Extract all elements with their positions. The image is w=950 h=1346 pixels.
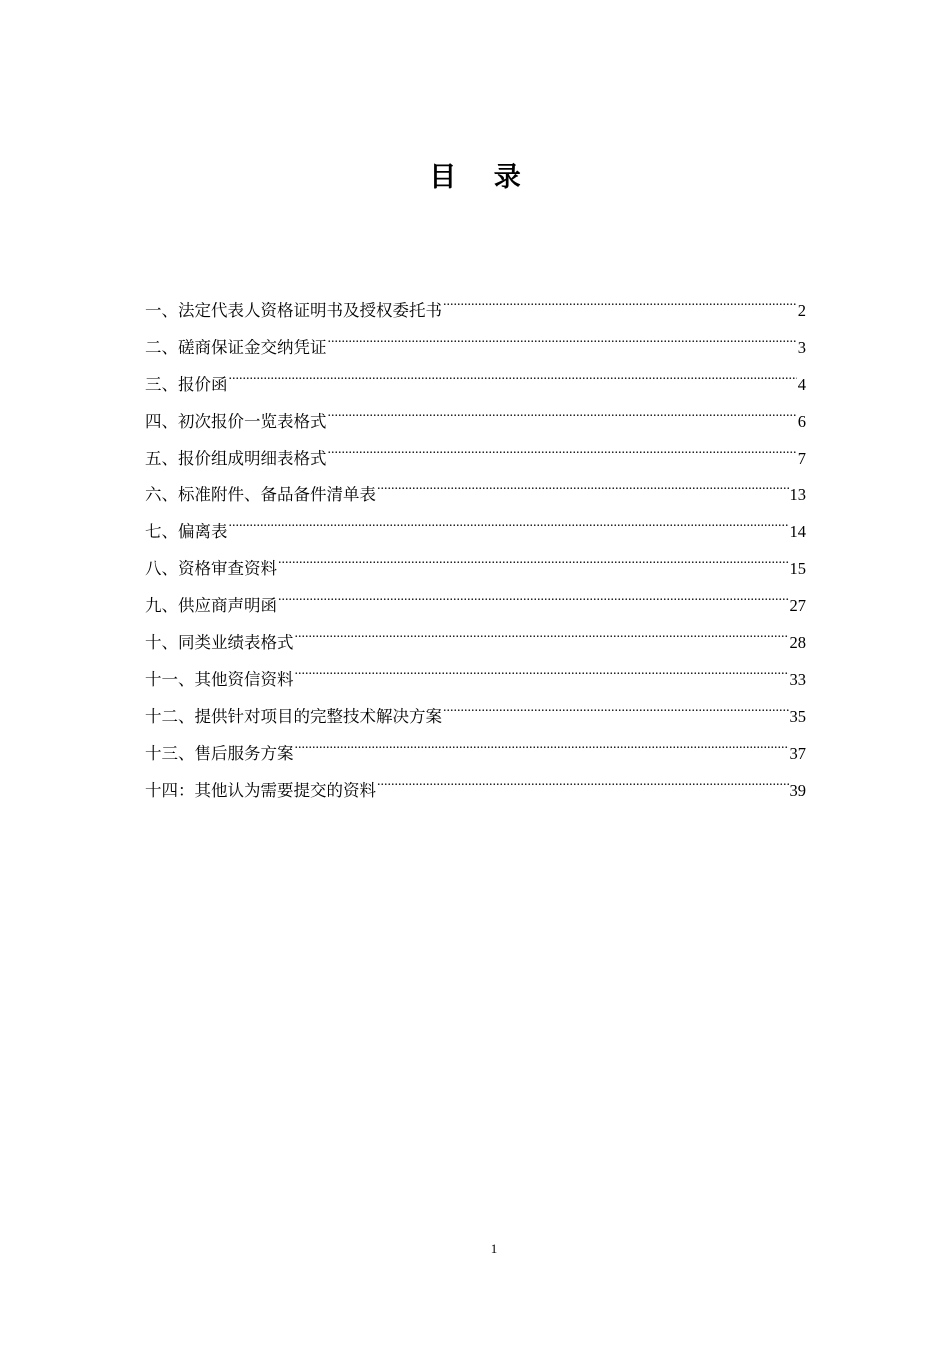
toc-dot-leader: [229, 505, 789, 537]
page-title: 目 录: [429, 162, 535, 193]
toc-entry-label: 三、报价函: [145, 374, 228, 394]
toc-dot-leader: [377, 764, 789, 796]
toc-dot-leader: [295, 653, 789, 685]
toc-dot-leader: [443, 284, 797, 316]
toc-entry-label: 六、标准附件、备品备件清单表: [145, 485, 376, 505]
toc-entry-label: 十三、售后服务方案: [145, 743, 294, 763]
toc-entry-label: 五、报价组成明细表格式: [145, 448, 327, 468]
toc-dot-leader: [377, 468, 789, 500]
toc-entry-page: 4: [797, 374, 806, 394]
toc-entry-page: 2: [797, 301, 806, 320]
toc-entry-label: 九、供应商声明函: [145, 596, 277, 616]
toc-dot-leader: [278, 579, 789, 611]
toc-dot-leader: [278, 542, 789, 574]
toc-dot-leader: [328, 321, 797, 353]
toc-dot-leader: [229, 358, 797, 390]
toc-entry-page: 15: [789, 559, 806, 579]
toc-entry-page: 13: [789, 485, 806, 505]
toc-entry-label: 四、初次报价一览表格式: [145, 411, 327, 431]
toc-entry-page: 33: [789, 669, 806, 689]
toc-entry-label: 二、磋商保证金交纳凭证: [145, 337, 327, 357]
toc-entry-label: 八、资格审查资料: [145, 559, 277, 579]
toc-entry-page: 14: [789, 522, 806, 542]
toc-entry-page: 7: [797, 448, 806, 468]
toc-entry-page: 6: [797, 411, 806, 431]
footer-page-number: 1: [490, 1241, 498, 1256]
toc-entry-page: 3: [797, 337, 806, 357]
toc-dot-leader: [328, 432, 797, 464]
toc-entry-label: 十一、其他资信资料: [145, 669, 294, 689]
toc-dot-leader: [328, 395, 797, 427]
toc-entry-label: 十四：其他认为需要提交的资料: [145, 780, 376, 800]
toc-entry-page: 28: [789, 633, 806, 653]
toc-entry[interactable]: [145, 358, 806, 395]
toc-entry-label: 十二、提供针对项目的完整技术解决方案: [145, 706, 442, 726]
toc-dot-leader: [295, 727, 789, 759]
toc-entry-label: 十、同类业绩表格式: [145, 633, 294, 653]
table-of-contents: [145, 284, 806, 800]
toc-entry-page: 37: [789, 743, 806, 763]
toc-entry[interactable]: [145, 542, 806, 579]
toc-entry-page: 27: [789, 596, 806, 616]
toc-dot-leader: [443, 690, 789, 722]
toc-entry-page: 39: [789, 780, 806, 800]
toc-entry[interactable]: [145, 284, 806, 321]
toc-dot-leader: [295, 616, 789, 648]
toc-entry-page: 35: [789, 706, 806, 726]
toc-entry[interactable]: [145, 395, 806, 432]
toc-entry[interactable]: [145, 505, 806, 542]
toc-entry-label: 七、偏离表: [145, 522, 228, 542]
toc-entry-label: 一、法定代表人资格证明书及授权委托书: [145, 301, 442, 320]
